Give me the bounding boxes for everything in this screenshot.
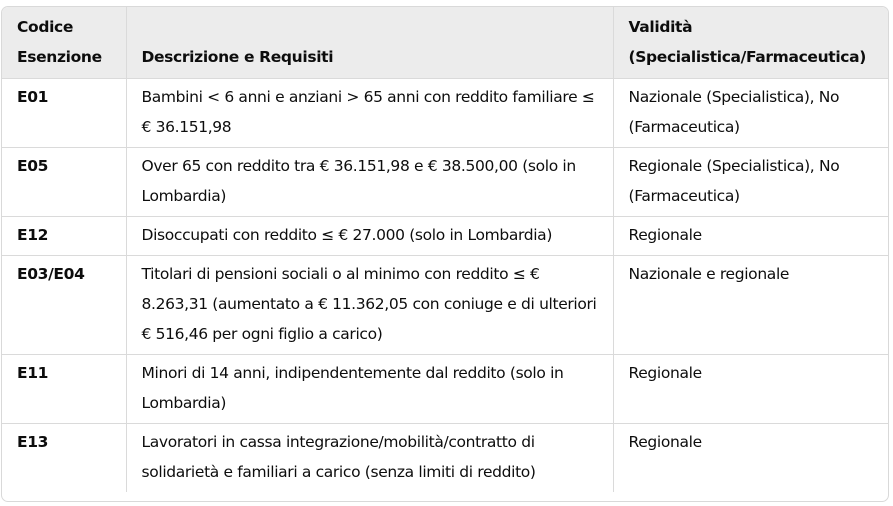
cell-code: E12 [17,225,49,244]
cell-validity: Regionale [613,354,888,423]
cell-validity: Nazionale (Specialistica), No (Farmaceutica) [613,78,888,147]
table-row [2,255,888,354]
table-row [2,216,888,255]
cell-validity: Regionale (Specialistica), No (Farmaceutica) [613,147,888,216]
cell-code: E13 [17,432,49,451]
header-code-line-1: Codice [17,17,74,36]
cell-validity: Nazionale e regionale [613,255,888,354]
header-description: Descrizione e Requisiti [126,7,613,78]
table-body [2,78,888,492]
cell-validity: Regionale [613,216,888,255]
header-row [2,7,888,78]
cell-description: Disoccupati con reddito ≤ € 27.000 (solo in Lombardia) [126,216,613,255]
exemption-table [2,7,888,492]
table-row [2,147,888,216]
cell-code: E01 [17,87,49,106]
cell-code: E05 [17,156,49,175]
cell-validity: Regionale [613,423,888,492]
cell-code: E11 [17,363,49,382]
cell-description: Titolari di pensioni sociali o al minimo con reddito ≤ € 8.263,31 (aumentato a € 11.362,05 con coniuge e di ulteriori € 516,46 per ogni figlio a carico) [126,255,613,354]
cell-description: Minori di 14 anni, indipendentemente dal reddito (solo in Lombardia) [126,354,613,423]
cell-description: Lavoratori in cassa integrazione/mobilità/contratto di solidarietà e familiari a carico (senza limiti di reddito) [126,423,613,492]
header-validity-line-2: (Specialistica/Farmaceutica) [628,47,866,66]
table-header [2,7,888,78]
header-validity [613,7,888,78]
header-code [2,7,126,78]
table-row [2,423,888,492]
header-validity-line-1: Validità [628,17,693,36]
cell-description: Bambini < 6 anni e anziani > 65 anni con reddito familiare ≤ € 36.151,98 [126,78,613,147]
cell-code: E03/E04 [17,264,85,283]
cell-description: Over 65 con reddito tra € 36.151,98 e € 38.500,00 (solo in Lombardia) [126,147,613,216]
header-code-line-2: Esenzione [17,47,102,66]
exemption-table-container [1,6,889,502]
table-row [2,354,888,423]
table-row [2,78,888,147]
